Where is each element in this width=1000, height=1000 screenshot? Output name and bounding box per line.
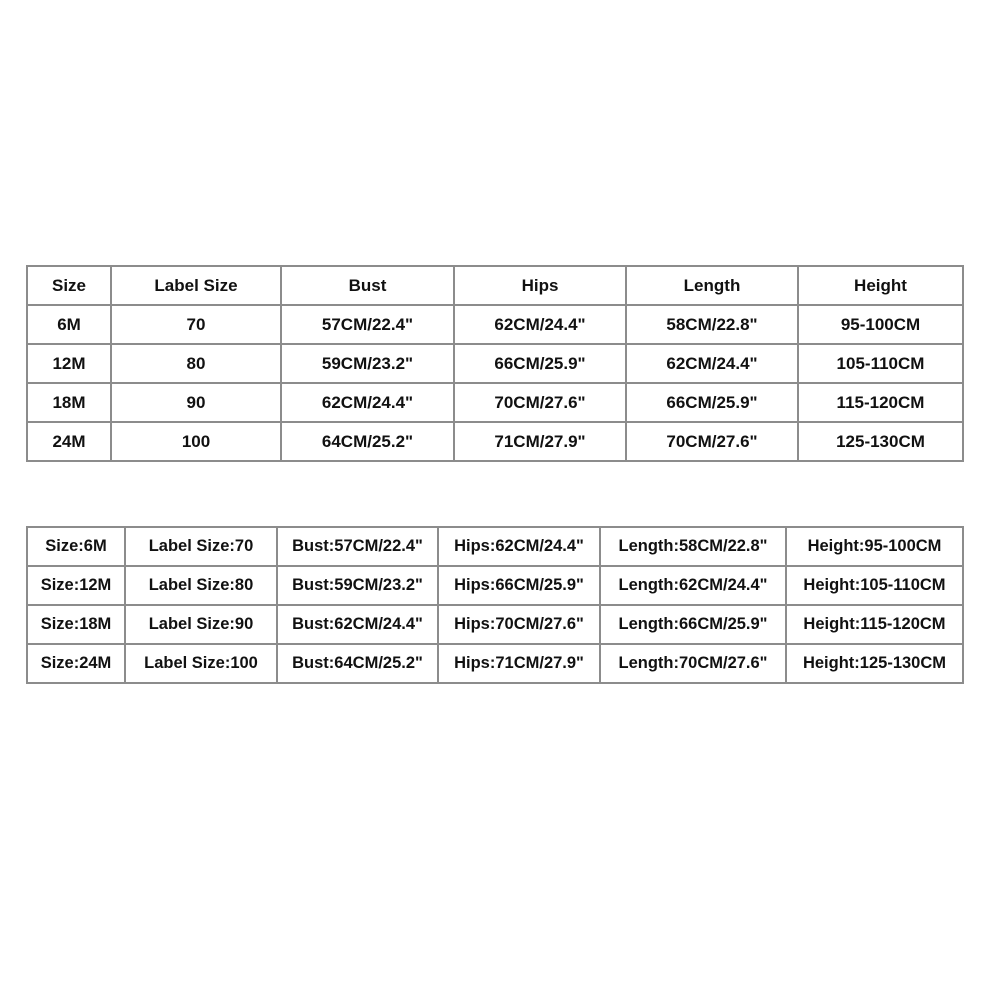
- table-cell: 125-130CM: [798, 422, 963, 461]
- table-row: [27, 305, 963, 344]
- table-cell: Label Size:80: [125, 566, 277, 605]
- table-cell: Height:115-120CM: [786, 605, 963, 644]
- table-cell: 66CM/25.9": [626, 383, 798, 422]
- table-row: [27, 527, 963, 566]
- table-cell: 62CM/24.4": [626, 344, 798, 383]
- header-bust: Bust: [281, 266, 454, 305]
- table-cell: Size:24M: [27, 644, 125, 683]
- table-cell: Label Size:90: [125, 605, 277, 644]
- header-length: Length: [626, 266, 798, 305]
- table-cell: 57CM/22.4": [281, 305, 454, 344]
- table-cell: 59CM/23.2": [281, 344, 454, 383]
- table-row: [27, 422, 963, 461]
- table-cell: Bust:57CM/22.4": [277, 527, 438, 566]
- table-header-row: [27, 266, 963, 305]
- table-cell: Bust:62CM/24.4": [277, 605, 438, 644]
- table-cell: 62CM/24.4": [454, 305, 626, 344]
- header-label-size: Label Size: [111, 266, 281, 305]
- header-height: Height: [798, 266, 963, 305]
- header-hips: Hips: [454, 266, 626, 305]
- table-cell: Size:6M: [27, 527, 125, 566]
- table-cell: Height:95-100CM: [786, 527, 963, 566]
- table-cell: Hips:62CM/24.4": [438, 527, 600, 566]
- table-cell: Bust:59CM/23.2": [277, 566, 438, 605]
- table-cell: Height:125-130CM: [786, 644, 963, 683]
- table-cell: Size:12M: [27, 566, 125, 605]
- table-cell: 70CM/27.6": [626, 422, 798, 461]
- table-cell: Hips:71CM/27.9": [438, 644, 600, 683]
- table-row: [27, 644, 963, 683]
- table-cell: Size:18M: [27, 605, 125, 644]
- table-cell: 105-110CM: [798, 344, 963, 383]
- header-size: Size: [27, 266, 111, 305]
- table-cell: Label Size:70: [125, 527, 277, 566]
- table-cell: 58CM/22.8": [626, 305, 798, 344]
- table-cell: 18M: [27, 383, 111, 422]
- table-cell: 64CM/25.2": [281, 422, 454, 461]
- table-cell: 71CM/27.9": [454, 422, 626, 461]
- table-cell: 90: [111, 383, 281, 422]
- table-cell: Hips:70CM/27.6": [438, 605, 600, 644]
- table-cell: Length:70CM/27.6": [600, 644, 786, 683]
- table-row: [27, 383, 963, 422]
- table-cell: Hips:66CM/25.9": [438, 566, 600, 605]
- table-cell: Height:105-110CM: [786, 566, 963, 605]
- table-cell: 95-100CM: [798, 305, 963, 344]
- table-cell: 12M: [27, 344, 111, 383]
- table-cell: 24M: [27, 422, 111, 461]
- table-cell: 115-120CM: [798, 383, 963, 422]
- table-row: [27, 605, 963, 644]
- table-cell: Label Size:100: [125, 644, 277, 683]
- table-cell: Length:58CM/22.8": [600, 527, 786, 566]
- table-cell: 70CM/27.6": [454, 383, 626, 422]
- table-cell: Length:66CM/25.9": [600, 605, 786, 644]
- table-cell: 6M: [27, 305, 111, 344]
- table-cell: 100: [111, 422, 281, 461]
- size-chart-table: [26, 265, 964, 462]
- table-cell: 80: [111, 344, 281, 383]
- size-chart-inline-table: [26, 526, 964, 684]
- table-cell: Bust:64CM/25.2": [277, 644, 438, 683]
- table-row: [27, 344, 963, 383]
- table-cell: 62CM/24.4": [281, 383, 454, 422]
- table-cell: 70: [111, 305, 281, 344]
- table-cell: Length:62CM/24.4": [600, 566, 786, 605]
- table-cell: 66CM/25.9": [454, 344, 626, 383]
- table-row: [27, 566, 963, 605]
